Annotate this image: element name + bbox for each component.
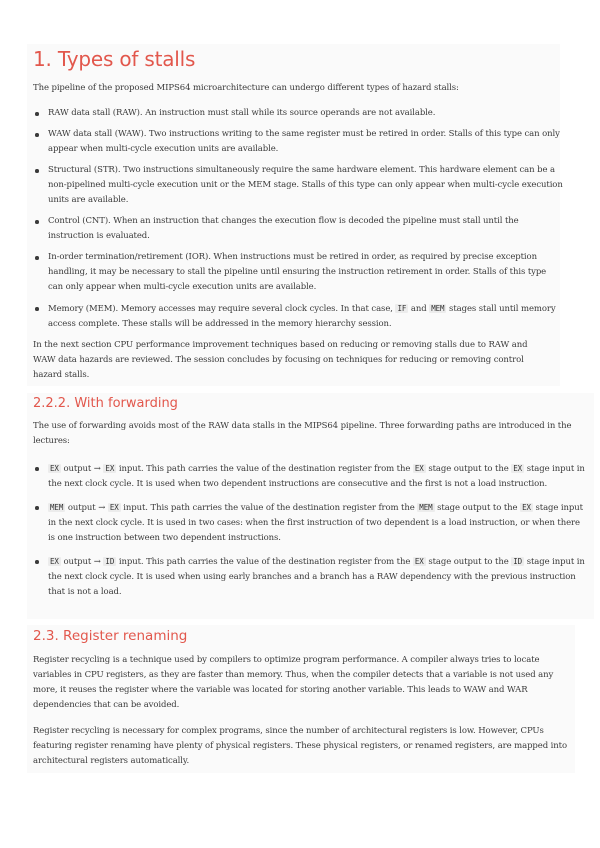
stalls-closing-paragraph: In the next section CPU performance improvement techniques based on reducing or removing stalls due to RAW and WAW data hazards are reviewed. The session concludes by focusing on techniques for reducing or removing control hazard stalls. — [33, 340, 528, 380]
code-stage: EX — [513, 464, 523, 473]
renaming-paragraph-2: Register recycling is necessary for complex programs, since the number of architectural registers is low. However, CPUs featuring register renaming have plenty of physical registers. These physical registers, or renamed registers, are mapped into architectural registers automatically. — [33, 726, 567, 766]
list-item-waw: WAW data stall (WAW). Two instructions writing to the same register must be retired in order. Stalls of this type can only appear when multi-cycle execution units are available. — [33, 127, 563, 157]
code-path-from: MEM — [50, 503, 64, 512]
memory-text-mid: and — [408, 304, 430, 314]
path-arrow: output → — [60, 557, 104, 567]
code-stage: EX — [522, 503, 531, 512]
path-arrow: output → — [65, 503, 108, 513]
memory-text-after: stages stall until memory access complete. These stalls will be addressed in the memory hierarchy session. — [48, 304, 556, 329]
code-mem: MEM — [431, 304, 445, 313]
memory-text-before: Memory (MEM). Memory accesses may require several clock cycles. In that case, — [48, 304, 396, 314]
list-item-control: Control (CNT). When an instruction that changes the execution flow is decoded the pipeline must stall until the instruction is evaluated. — [33, 214, 563, 244]
path-arrow: output → — [60, 464, 104, 474]
path-text: stage input in the next clock cycle. It is used when using early branches and a branch has a RAW dependency with the previous instruction that is not a load. — [48, 557, 585, 597]
section-title-forwarding: 2.2.2. With forwarding — [33, 396, 178, 411]
path-text: stage input in the next clock cycle. It is used when two dependent instructions are consecutive and the first is not a load instruction. — [48, 464, 585, 489]
path-text: stage output to the — [434, 503, 521, 513]
renaming-paragraph-1: Register recycling is a technique used by compilers to optimize program performance. A compiler always tries to locate variables in CPU registers, as they are faster than memory. Thus, when the compiler detects that a variable is not used any more, it reuses the register where the variable was located for storing another variable. This leads to WAW and WAR dependencies that can be avoided. — [33, 655, 554, 710]
code-stage: MEM — [419, 503, 433, 512]
forwarding-paths-list — [33, 461, 588, 600]
list-item-raw: RAW data stall (RAW). An instruction must stall while its source operands are not available. — [33, 106, 563, 121]
list-item-forward-ex-id — [33, 554, 588, 600]
path-text: input. This path carries the value of the destination register from the — [116, 557, 413, 567]
path-text: input. This path carries the value of the destination register from the — [116, 464, 413, 474]
code-stage: EX — [414, 464, 424, 473]
section-title-types-of-stalls: 1. Types of stalls — [33, 47, 196, 71]
code-path-to: EX — [105, 464, 115, 473]
path-text: stage output to the — [425, 464, 512, 474]
list-item-structural: Structural (STR). Two instructions simultaneously require the same hardware element. This hardware element can be a non-pipelined multi-cycle execution unit or the MEM stage. Stalls of this type can only appear when multi-cycle execution units are available. — [33, 163, 563, 208]
forwarding-intro: The use of forwarding avoids most of the RAW data stalls in the MIPS64 pipeline. Three forwarding paths are introduced in the lectures: — [33, 421, 572, 446]
code-path-to: ID — [105, 557, 115, 566]
list-item-forward-mem-ex — [33, 500, 588, 546]
path-text: stage input in the next clock cycle. It is used in two cases: when the first instruction of two dependent is a load instruction, or when there is one instruction between two dependent instructions. — [48, 503, 583, 543]
code-path-from: EX — [50, 557, 59, 566]
code-path-to: EX — [109, 503, 119, 512]
code-if: IF — [397, 304, 407, 313]
list-item-in-order-retirement: In-order termination/retirement (IOR). When instructions must be retired in order, as required by precise exception handling, it may be necessary to stall the pipeline until ensuring the instruction retirement in order. Stalls of this type can only appear when multi-cycle execution units are available. — [33, 250, 563, 295]
path-text: input. This path carries the value of the destination register from the — [120, 503, 418, 513]
path-text: stage output to the — [425, 557, 512, 567]
code-path-from: EX — [50, 464, 59, 473]
stalls-intro: The pipeline of the proposed MIPS64 microarchitecture can undergo different types of hazard stalls: — [33, 83, 459, 93]
code-stage: ID — [513, 557, 523, 566]
stall-types-list — [33, 106, 563, 332]
section-title-register-renaming: 2.3. Register renaming — [33, 628, 188, 644]
list-item-forward-ex-ex — [33, 461, 588, 492]
code-stage: EX — [414, 557, 424, 566]
list-item-memory — [33, 301, 563, 332]
